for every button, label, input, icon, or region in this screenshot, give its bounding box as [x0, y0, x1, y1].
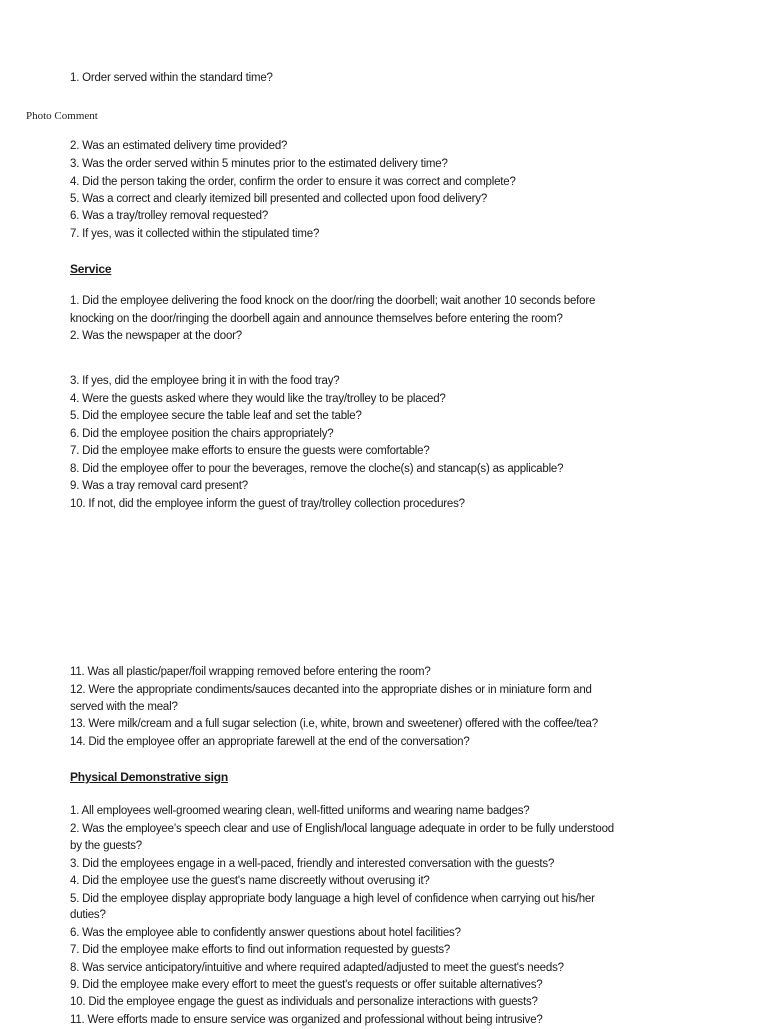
question-line: by the guests? — [70, 840, 143, 852]
question-line: knocking on the door/ringing the doorbell again and announce themselves before entering the room? — [70, 313, 563, 325]
question-line: 3. Was the order served within 5 minutes prior to the estimated delivery time? — [70, 158, 448, 170]
question-line: 6. Was the employee able to confidently answer questions about hotel facilities? — [70, 927, 461, 939]
question-line: 6. Was a tray/trolley removal requested? — [70, 210, 269, 222]
section-heading-physical: Physical Demonstrative sign — [70, 770, 228, 784]
question-line: 2. Was the newspaper at the door? — [70, 330, 242, 342]
question-line: 13. Were milk/cream and a full sugar selection (i.e, white, brown and sweetener) offered with the coffee/tea? — [70, 718, 598, 730]
section-heading-service: Service — [70, 262, 112, 276]
question-line: 6. Did the employee position the chairs appropriately? — [70, 428, 334, 440]
question-line: 5. Was a correct and clearly itemized bill presented and collected upon food delivery? — [70, 193, 488, 205]
question-line: 4. Did the person taking the order, confirm the order to ensure it was correct and complete? — [70, 176, 516, 188]
question-line: 10. If not, did the employee inform the guest of tray/trolley collection procedures? — [70, 498, 465, 510]
question-line: 7. Did the employee make efforts to ensure the guests were comfortable? — [70, 445, 430, 457]
question-line: 10. Did the employee engage the guest as individuals and personalize interactions with guests? — [70, 996, 538, 1008]
question-line: 7. Did the employee make efforts to find out information requested by guests? — [70, 944, 451, 956]
question-line: 9. Did the employee make every effort to meet the guest's requests or offer suitable alternatives? — [70, 979, 543, 991]
question-line: 9. Was a tray removal card present? — [70, 480, 248, 492]
question-line: 1. Did the employee delivering the food knock on the door/ring the doorbell; wait another 10 seconds before — [70, 295, 596, 307]
question-line: 11. Were efforts made to ensure service was organized and professional without being intrusive? — [70, 1014, 543, 1026]
question-line: 3. If yes, did the employee bring it in with the food tray? — [70, 375, 340, 387]
question-line: 8. Was service anticipatory/intuitive and where required adapted/adjusted to meet the guest's needs? — [70, 962, 564, 974]
question-line: 2. Was the employee’s speech clear and use of English/local language adequate in order to be fully understood — [70, 823, 614, 835]
question-line: 12. Were the appropriate condiments/sauces decanted into the appropriate dishes or in miniature form and — [70, 684, 592, 696]
question-line: 1. All employees well-groomed wearing clean, well-fitted uniforms and wearing name badges? — [70, 805, 530, 817]
question-line: 4. Were the guests asked where they would like the tray/trolley to be placed? — [70, 393, 446, 405]
photo-comment-label: Photo Comment — [26, 110, 98, 122]
question-line: 11. Was all plastic/paper/foil wrapping removed before entering the room? — [70, 666, 431, 678]
question-line: 7. If yes, was it collected within the stipulated time? — [70, 228, 320, 240]
question-line: 3. Did the employees engage in a well-paced, friendly and interested conversation with the guests? — [70, 858, 555, 870]
question-line: 5. Did the employee secure the table leaf and set the table? — [70, 410, 362, 422]
question-line: duties? — [70, 909, 106, 921]
question-line: 1. Order served within the standard time? — [70, 72, 273, 84]
question-line: 14. Did the employee offer an appropriate farewell at the end of the conversation? — [70, 736, 470, 748]
question-line: 8. Did the employee offer to pour the beverages, remove the cloche(s) and stancap(s) as applicable? — [70, 463, 564, 475]
question-line: 5. Did the employee display appropriate body language a high level of confidence when carrying out his/her — [70, 893, 595, 905]
question-line: served with the meal? — [70, 701, 178, 713]
question-line: 4. Did the employee use the guest's name discreetly without overusing it? — [70, 875, 430, 887]
question-line: 2. Was an estimated delivery time provided? — [70, 140, 288, 152]
